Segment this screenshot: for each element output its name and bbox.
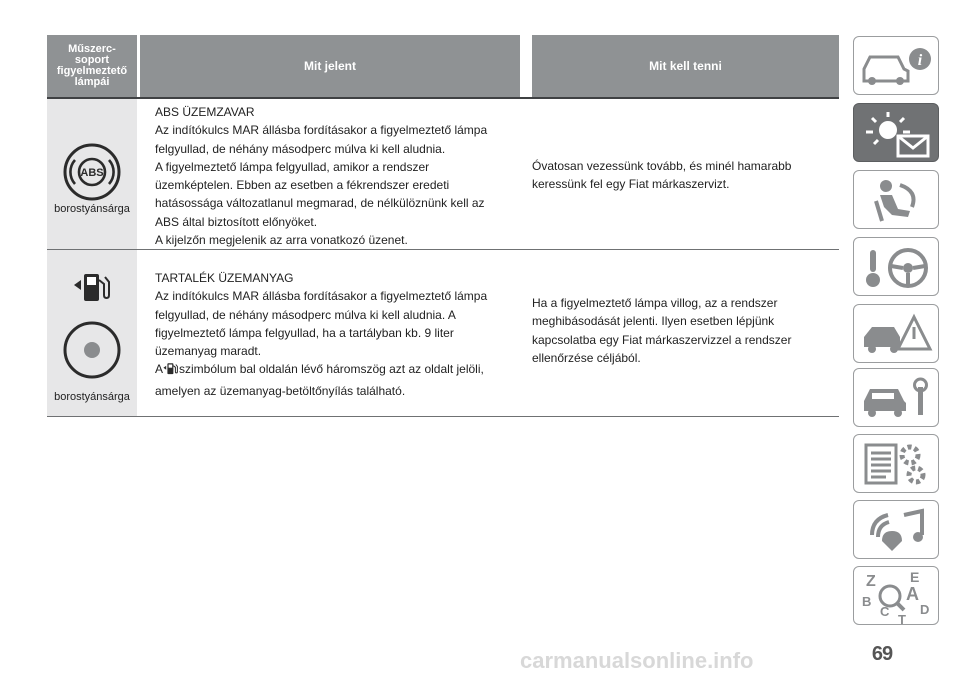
fuel-pump-icon	[73, 271, 113, 303]
text-line: ABS által biztosított előnyöket.	[155, 214, 318, 229]
car-info-icon	[858, 43, 934, 89]
header-divider	[47, 97, 839, 99]
tab-index[interactable]	[853, 566, 939, 625]
passenger-airbag-icon	[858, 177, 934, 223]
svg-text:E: E	[910, 568, 920, 585]
text-line: üzemanyag maradt.	[155, 344, 262, 359]
text-line: Az indítókulcs MAR állásba fordításakor a figyelmeztető lámpa	[155, 123, 488, 138]
warning-light-message-icon	[858, 108, 934, 158]
svg-text:B: B	[862, 593, 872, 609]
text-line: Óvatosan vezessünk tovább, és minél hamarabb	[532, 159, 792, 173]
tab-maintenance[interactable]	[853, 368, 939, 427]
tab-multimedia[interactable]	[853, 500, 939, 559]
text-line: kapcsolatba egy Fiat márkaszervizzel a rendszer	[532, 332, 792, 347]
header-cell-action: Mit kell tenni	[532, 35, 839, 97]
tab-specifications[interactable]	[853, 434, 939, 493]
tab-warning-lights[interactable]	[853, 103, 939, 162]
meaning-text	[155, 103, 525, 249]
tab-emergency[interactable]	[853, 304, 939, 363]
text-line: A figyelmeztető lámpa felgyullad, amikor a rendszer	[155, 159, 430, 174]
key-steering-wheel-icon	[858, 244, 934, 290]
text-line: ABS ÜZEMZAVAR	[155, 105, 255, 119]
multimedia-music-icon	[858, 505, 934, 555]
action-text	[532, 294, 832, 367]
header-text-line: figyelmeztető	[56, 65, 128, 77]
text-line: figyelmeztető lámpa felgyullad, ha a tartályban kb. 9 liter	[155, 325, 454, 340]
watermark: carmanualsonline.info	[520, 648, 754, 673]
text-line: ellenőrzése céljából.	[532, 350, 641, 365]
abs-warning-icon	[63, 143, 121, 201]
svg-text:ABS: ABS	[80, 167, 104, 179]
text-line: A kijelzőn megjelenik az arra vonatkozó üzenet.	[155, 233, 408, 248]
table-header	[47, 35, 839, 97]
tab-car-info[interactable]	[853, 36, 939, 95]
svg-text:T: T	[898, 611, 906, 624]
inline-text: szimbólum bal oldalán lévő háromszög azt az oldalt jelöli,	[179, 362, 484, 377]
svg-text:A: A	[906, 583, 919, 604]
fuel-pump-inline-icon	[163, 361, 179, 381]
text-line: Az indítókulcs MAR állásba fordításakor a figyelmeztető lámpa	[155, 289, 488, 304]
action-text	[532, 157, 832, 194]
svg-text:C: C	[880, 603, 890, 619]
header-cell-warning-lights	[47, 35, 137, 97]
specifications-gear-icon	[858, 439, 934, 489]
text-line: felgyullad, de néhány másodperc múlva ki kell aludnia. A	[155, 307, 456, 322]
text-line: hatásossága változatlanul megmarad, de nélkülöznünk kell az	[155, 196, 485, 211]
svg-text:i: i	[917, 51, 923, 69]
row-divider	[47, 249, 839, 250]
text-line: keressünk fel egy Fiat márkaszervizt.	[532, 177, 730, 192]
text-line	[155, 360, 535, 381]
text-line: Ha a figyelmeztető lámpa villog, az a rendszer	[532, 296, 778, 310]
text-line: meghibásodását jelenti. Ilyen esetben lépjünk	[532, 314, 775, 329]
alphabetical-index-search-icon	[858, 568, 934, 624]
tab-starting-driving[interactable]	[853, 237, 939, 296]
svg-text:D: D	[920, 601, 930, 617]
header-text-line: lámpái	[74, 76, 110, 88]
color-label: borostyánsárga	[54, 391, 130, 403]
color-label: borostyánsárga	[54, 203, 130, 215]
header-text-line: soport	[74, 54, 110, 66]
meaning-text	[155, 269, 535, 400]
svg-text:Z: Z	[866, 572, 876, 590]
page-number: 69	[871, 643, 893, 665]
reserve-fuel-lamp-icon	[63, 321, 121, 379]
text-line: üzemképtelen. Ebben az esetben a fékrendszer eredeti	[155, 178, 450, 193]
header-text-line: Műszerc-	[68, 43, 116, 55]
car-maintenance-wrench-icon	[858, 375, 934, 421]
text-line: TARTALÉK ÜZEMANYAG	[155, 271, 294, 285]
tab-safety[interactable]	[853, 170, 939, 229]
car-accident-warning-icon	[858, 311, 934, 357]
row-divider	[47, 416, 839, 417]
inline-text: A	[155, 362, 164, 377]
text-line: felgyullad, de néhány másodperc múlva ki kell aludnia.	[155, 141, 446, 156]
header-cell-meaning: Mit jelent	[140, 35, 520, 97]
text-line: amelyen az üzemanyag-betöltőnyílás található.	[155, 383, 406, 398]
